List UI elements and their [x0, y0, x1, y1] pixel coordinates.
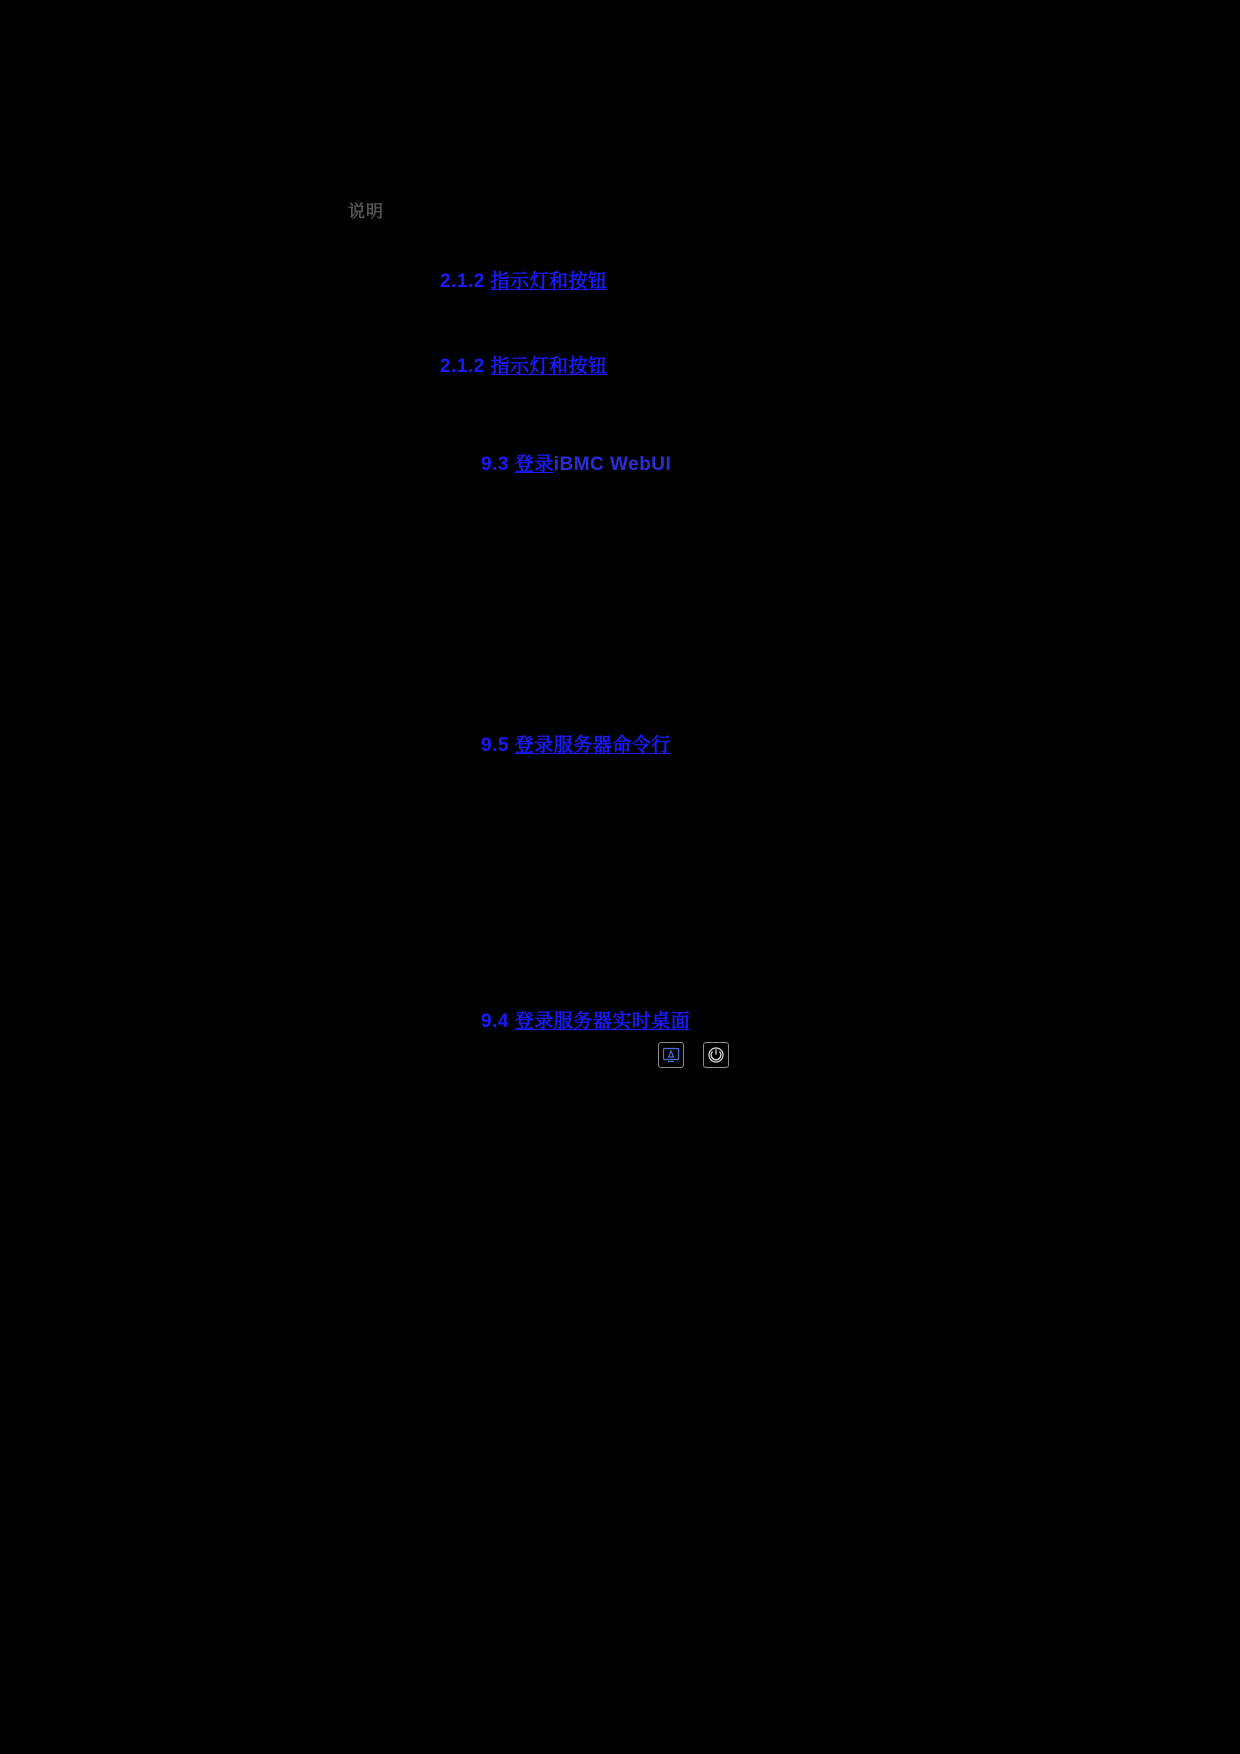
section-title: 登录服务器命令行 — [514, 735, 671, 756]
link-section-9-5-server-cli[interactable] — [481, 730, 671, 757]
section-number: 2.1.2 — [440, 356, 485, 377]
section-title: 登录服务器实时桌面 — [514, 1011, 691, 1032]
link-section-2-1-2-indicators-second[interactable] — [440, 351, 608, 378]
section-number: 2.1.2 — [440, 271, 485, 292]
section-title: 指示灯和按钮 — [490, 356, 608, 377]
section-title: 登录 — [514, 454, 554, 475]
section-number: 9.5 — [481, 735, 509, 756]
note-label: 说明 — [348, 202, 384, 221]
kvm-monitor-icon[interactable] — [658, 1042, 684, 1068]
section-number: 9.3 — [481, 454, 509, 475]
section-title-tail: iBMC WebUI — [553, 454, 672, 475]
link-section-9-3-ibmc-webui[interactable] — [481, 449, 671, 476]
section-number: 9.4 — [481, 1011, 509, 1032]
section-title: 指示灯和按钮 — [490, 271, 608, 292]
link-section-2-1-2-indicators-first[interactable] — [440, 266, 608, 293]
power-button-icon[interactable] — [703, 1042, 729, 1068]
link-section-9-4-server-remote-desktop[interactable] — [481, 1006, 690, 1033]
